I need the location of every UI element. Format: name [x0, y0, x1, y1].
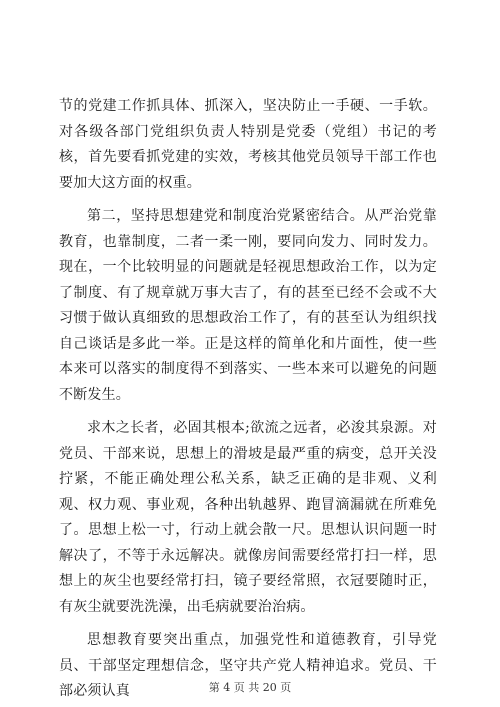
page-number-footer: 第 4 页 共 20 页 — [208, 681, 292, 694]
document-body — [59, 94, 437, 705]
paragraph-3: 求木之长者，必固其根本;欲流之远者，必浚其泉源。对党员、干部来说，思想上的滑坡是最严重的病变，总开关没拧紧，不能正确处理公私关系，缺乏正确的是非观、义利观、权力观、事业观，各种出轨越界、跑冒滴漏就在所难免了。思想上松一寸，行动上就会散一尺。思想认识问题一时解决了，不等于永远解决。就像房间需要经常打扫一样，思想上的灰尘也要经常打扫，镜子要经常照，衣冠要随时正，有灰尘就要洗洗澡，出毛病就要治治病。 — [59, 420, 437, 615]
paragraph-2: 第二，坚持思想建党和制度治党紧密结合。从严治党靠教育，也靠制度，二者一柔一刚，要同向发力、同时发力。现在，一个比较明显的问题就是轻视思想政治工作，以为定了制度、有了规章就万事大吉了，有的甚至已经不会或不大习惯于做认真细致的思想政治工作了，有的甚至认为组织找自己谈话是多此一举。正是这样的简单化和片面性，使一些本来可以落实的制度得不到落实、一些本来可以避免的问题不断发生。 — [59, 208, 437, 403]
paragraph-4: 思想教育要突出重点，加强党性和道德教育，引导党员、干部坚定理想信念，坚守共产党人精神追求。党员、干部必须认真 — [59, 632, 437, 699]
paragraph-1: 节的党建工作抓具体、抓深入，坚决防止一手硬、一手软。对各级各部门党组织负责人特别是党委（党组）书记的考核，首先要看抓党建的实效，考核其他党员领导干部工作也要加大这方面的权重。 — [59, 98, 437, 191]
